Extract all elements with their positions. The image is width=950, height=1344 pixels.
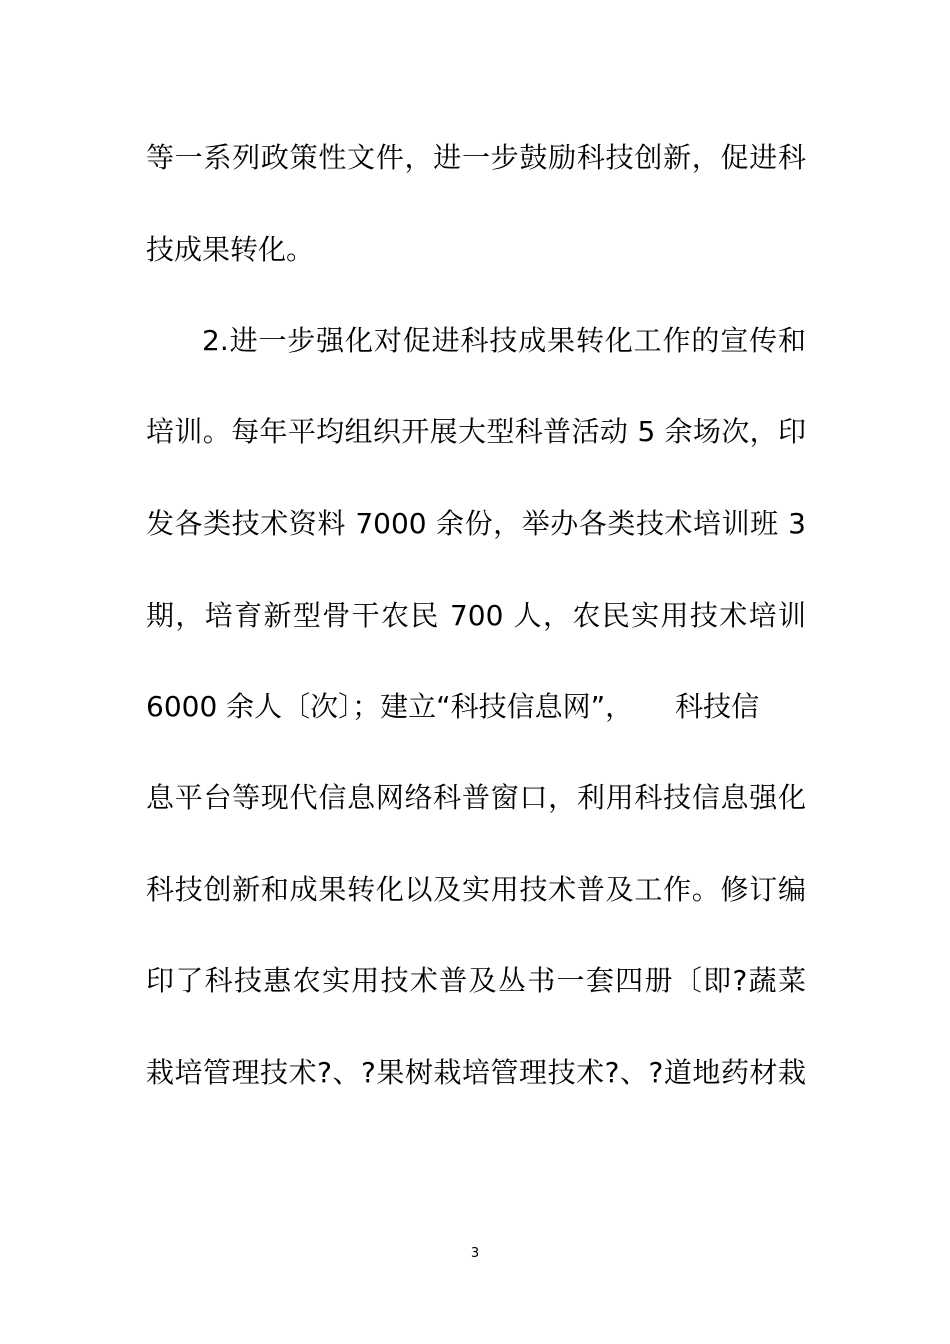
text-line-11: 栽培管理技术?、?果树栽培管理技术?、?道地药材栽 bbox=[146, 1056, 806, 1089]
text-line-5: 发各类技术资料 7000 余份，举办各类技术培训班 3 bbox=[146, 507, 806, 540]
page-number: 3 bbox=[470, 1246, 480, 1261]
text-line-2: 技成果转化。 bbox=[146, 233, 315, 266]
text-line-6: 期，培育新型骨干农民 700 人，农民实用技术培训 bbox=[146, 599, 806, 632]
text-line-1: 等一系列政策性文件，进一步鼓励科技创新，促进科 bbox=[146, 141, 806, 174]
text-line-10: 印了科技惠农实用技术普及丛书一套四册〔即?蔬菜 bbox=[146, 964, 806, 997]
text-line-4: 培训。每年平均组织开展大型科普活动 5 余场次，印 bbox=[146, 415, 806, 448]
text-line-8: 息平台等现代信息网络科普窗口，利用科技信息强化 bbox=[146, 781, 806, 814]
text-line-3: 2.进一步强化对促进科技成果转化工作的宣传和 bbox=[202, 324, 806, 357]
text-line-7: 6000 余人〔次〕；建立“科技信息网”， 科技信 bbox=[146, 690, 760, 723]
text-line-9: 科技创新和成果转化以及实用技术普及工作。修订编 bbox=[146, 873, 806, 906]
